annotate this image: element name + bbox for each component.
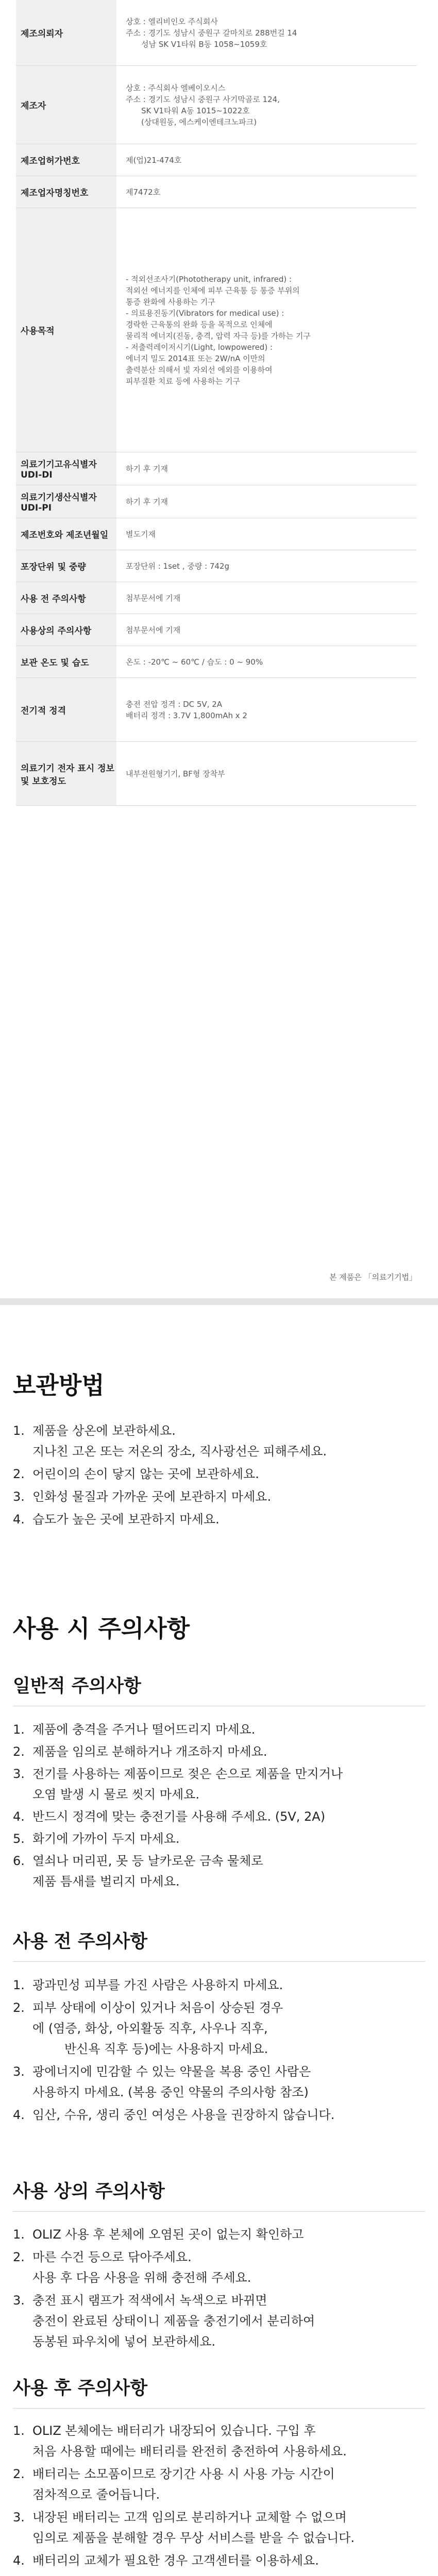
general-caution-list	[13, 1719, 425, 1893]
list-item	[13, 1719, 425, 1740]
spec-value	[116, 485, 417, 518]
list-number: 3.	[13, 1489, 25, 1504]
list-number: 4.	[13, 1809, 25, 1824]
list-item	[13, 1997, 425, 2059]
spec-label: 제조의뢰자	[16, 0, 116, 65]
spec-row	[16, 208, 417, 452]
list-item	[13, 2290, 425, 2352]
spec-table	[16, 0, 417, 806]
list-number: 4.	[13, 2108, 25, 2122]
spec-value-line: 출력분산 의해서 빛 자외선 에외를 이용하여	[126, 365, 273, 375]
list-item	[13, 1741, 425, 1762]
spec-value-line: 내부전원형기기, BF형 장착부	[126, 769, 225, 778]
spec-row	[16, 614, 417, 646]
spec-value	[116, 208, 417, 452]
list-number: 1.	[13, 1978, 25, 1992]
spec-value	[116, 582, 417, 614]
spec-label: 제조번호와 제조년월일	[16, 518, 116, 550]
list-line: 처음 사용할 때에는 배터리를 완전히 충전하여 사용하세요.	[32, 2444, 347, 2459]
list-line: 제품에 충격을 주거나 떨어뜨리지 마세요.	[32, 1722, 256, 1737]
spec-label: 포장단위 및 중량	[16, 550, 116, 582]
spec-row	[16, 646, 417, 678]
list-number: 6.	[13, 1854, 25, 1868]
list-line: 충전이 완료된 상태이니 제품을 충전기에서 분리하여	[32, 2314, 315, 2328]
list-line: 배터리의 교체가 필요한 경우 고객센터를 이용하세요.	[32, 2553, 319, 2568]
list-line: 화기에 가까이 두지 마세요.	[32, 1832, 180, 1846]
spec-value-line: - 의료용진동기(Vibrators for medical use) :	[126, 308, 284, 318]
spec-value-line: 온도 : -20℃ ~ 60℃ / 습도 : 0 ~ 90%	[126, 657, 263, 667]
spec-value-line: 상호 : 주식회사 엘베이오시스	[126, 83, 226, 93]
storage-list	[13, 1420, 425, 1532]
list-line: 사용하지 마세요. (복용 중인 약물의 주의사항 참조)	[32, 2085, 309, 2099]
list-line: 습도가 높은 곳에 보관하지 마세요.	[32, 1512, 220, 1527]
spec-row	[16, 485, 417, 518]
spec-value-line: 배터리 정격 : 3.7V 1,800mAh x 2	[126, 710, 247, 720]
list-line: 임의로 제품을 분해할 경우 무상 서비스를 받을 수 없습니다.	[32, 2531, 355, 2545]
spec-label: 제조자	[16, 66, 116, 144]
list-line: 반드시 정격에 맞는 충전기를 사용해 주세요. (5V, 2A)	[32, 1809, 326, 1824]
spec-label: 의료기기 전자 표시 정보 및 보호정도	[16, 742, 116, 805]
spec-row	[16, 518, 417, 550]
divider	[13, 1961, 425, 1962]
list-item	[13, 2247, 425, 2288]
list-line: 전기를 사용하는 제품이므로 젖은 손으로 제품을 만지거나	[32, 1767, 343, 1781]
spec-value	[116, 550, 417, 582]
list-line: 제품을 임의로 분해하거나 개조하지 마세요.	[32, 1744, 267, 1759]
spec-value	[116, 678, 417, 741]
spec-value-line: (상대원동, 에스케이엔테크노파크)	[141, 117, 257, 127]
list-line: 제품을 상온에 보관하세요.	[32, 1423, 176, 1438]
list-item	[13, 1975, 425, 1995]
list-line: 제품 틈새를 벌리지 마세요.	[32, 1874, 180, 1889]
spec-value	[116, 742, 417, 805]
spec-value	[116, 176, 417, 208]
spec-label: 전기적 정격	[16, 678, 116, 741]
during-caution-title: 사용 상의 주의사항	[13, 2181, 165, 2202]
list-item	[13, 2464, 425, 2505]
spec-label: 사용상의 주의사항	[16, 614, 116, 646]
spec-value-line: 충전 전압 정격 : DC 5V, 2A	[126, 699, 223, 709]
spec-value-line: 하기 후 기재	[126, 497, 168, 506]
list-number: 1.	[13, 2424, 25, 2438]
section-divider-band	[0, 1298, 438, 1305]
spec-label: 의료기기생산식별자 UDI-PI	[16, 485, 116, 518]
spec-value-line: 피부질환 치료 등에 사용하는 기구	[126, 376, 240, 386]
list-line: 피부 상태에 이상이 있거나 처음이 상승된 경우	[32, 2001, 283, 2015]
list-line: 지나친 고온 또는 저온의 장소, 직사광선은 피해주세요.	[32, 1444, 327, 1459]
spec-value-line: - 적외선조사기(Phototherapy unit, infrared) :	[126, 274, 292, 284]
spec-row	[16, 550, 417, 582]
list-number: 1.	[13, 2227, 25, 2242]
list-item	[13, 1420, 425, 1462]
spec-value	[116, 66, 417, 144]
list-line: 광과민성 피부를 가진 사람은 사용하지 마세요.	[32, 1978, 283, 1992]
list-item	[13, 2573, 425, 2576]
list-line: 오염 발생 시 물로 씻지 마세요.	[32, 1787, 199, 1802]
list-line: 점차적으로 줄어듭니다.	[32, 2487, 160, 2502]
spec-value-line: 주소 : 경기도 성남시 중원구 갈마치로 288번길 14	[126, 28, 297, 38]
list-number: 2.	[13, 1467, 25, 1481]
list-number: 1.	[13, 1722, 25, 1737]
spec-row	[16, 452, 417, 485]
spec-label: 사용 전 주의사항	[16, 582, 116, 614]
spec-value	[116, 518, 417, 550]
list-line: OLIZ 본체에는 배터리가 내장되어 있습니다. 구입 후	[32, 2424, 316, 2438]
divider	[13, 2408, 425, 2409]
spec-value-line: 첨부문서에 기재	[126, 625, 181, 635]
list-number: 3.	[13, 1767, 25, 1781]
spec-label: 제조업허가번호	[16, 144, 116, 176]
list-number: 3.	[13, 2064, 25, 2079]
spec-value-line: 제(업)21-474호	[126, 155, 182, 165]
list-item	[13, 1828, 425, 1849]
list-line: 사용 후 다음 사용을 위해 충전해 주세요.	[32, 2270, 251, 2285]
spec-value-line: 성남 SK V1타워 B동 1058~1059호	[141, 39, 267, 49]
during-caution-list	[13, 2224, 425, 2354]
list-line: 반신욕 직후 등)에는 사용하지 마세요.	[64, 2042, 268, 2056]
spec-value-line: 포장단위 : 1set , 중량 : 742g	[126, 561, 230, 571]
list-line: 임산, 수유, 생리 중인 여성은 사용을 권장하지 않습니다.	[32, 2108, 335, 2122]
list-line: 마른 수건 등으로 닦아주세요.	[32, 2250, 192, 2264]
spec-label: 의료기기고유식별자 UDI-DI	[16, 452, 116, 485]
divider	[13, 2211, 425, 2212]
caution-title: 사용 시 주의사항	[13, 1615, 190, 1642]
list-line: 에 (염증, 화상, 아외활동 직후, 사우나 직후,	[32, 2021, 268, 2036]
spec-label: 사용목적	[16, 208, 116, 452]
list-line: 어린이의 손이 닿지 않는 곳에 보관하세요.	[32, 1467, 259, 1481]
after-caution-list	[13, 2420, 425, 2576]
spec-value	[116, 646, 417, 677]
list-line: 광에너지에 민감할 수 있는 약물을 복용 중인 사람은	[32, 2064, 311, 2079]
general-caution-title: 일반적 주의사항	[13, 1676, 141, 1697]
spec-value-line: 상호 : 엘리비인오 주식회사	[126, 16, 218, 26]
list-item	[13, 2105, 425, 2125]
spec-row	[16, 66, 417, 144]
spec-row	[16, 678, 417, 742]
list-line: 내장된 배터리는 고객 임의로 분리하거나 교체할 수 없으며	[32, 2510, 347, 2524]
list-item	[13, 1509, 425, 1530]
spec-value-line: 첨부문서에 기재	[126, 593, 181, 603]
spec-row	[16, 742, 417, 806]
before-caution-list	[13, 1975, 425, 2127]
info-sections	[0, 1305, 438, 2576]
spec-value-line: 제7472호	[126, 187, 161, 197]
spec-value-line: 통증 완화에 사용하는 기구	[126, 297, 215, 307]
list-number: 2.	[13, 1744, 25, 1759]
spec-row	[16, 582, 417, 614]
spec-value-line: 하기 후 기재	[126, 464, 168, 473]
list-number: 2.	[13, 2001, 25, 2015]
spec-value	[116, 452, 417, 485]
spec-value-line: 별도기재	[126, 529, 156, 539]
list-line: 열쇠나 머리핀, 못 등 날카로운 금속 물체로	[32, 1854, 263, 1868]
list-line: OLIZ 사용 후 본체에 오염된 곳이 없는지 확인하고	[32, 2227, 304, 2242]
list-item	[13, 2224, 425, 2245]
list-number: 3.	[13, 2510, 25, 2524]
list-number: 4.	[13, 1512, 25, 1527]
storage-title: 보관방법	[13, 1371, 105, 1399]
list-item	[13, 1806, 425, 1827]
spec-value	[116, 0, 417, 65]
list-number: 5.	[13, 1832, 25, 1846]
list-item	[13, 2550, 425, 2571]
list-number: 4.	[13, 2553, 25, 2568]
list-line: 동봉된 파우치에 넣어 보관하세요.	[32, 2334, 216, 2349]
spec-row	[16, 176, 417, 208]
spec-value	[116, 614, 417, 646]
list-line	[32, 2573, 425, 2576]
list-number: 3.	[13, 2293, 25, 2308]
before-caution-title: 사용 전 주의사항	[13, 1931, 148, 1952]
list-item	[13, 2420, 425, 2462]
list-number: 2.	[13, 2250, 25, 2264]
list-line: 충전 표시 램프가 적색에서 녹색으로 바뀌면	[32, 2293, 267, 2308]
spec-value-line: - 저출력레이저시기(Light, lowpowered) :	[126, 342, 273, 352]
list-item	[13, 1764, 425, 1805]
spec-value-line: 물리적 에너지(진동, 충격, 압력 자극 등)를 가하는 기구	[126, 331, 311, 341]
spec-label: 제조업자명칭번호	[16, 176, 116, 208]
spec-value-line: 적외선 에너지를 인체에 피부 근육통 등 통증 부위의	[126, 285, 300, 295]
spec-value-line: SK Ⅴ1타워 A동 1015~1022호	[141, 106, 250, 115]
list-number: 2.	[13, 2467, 25, 2481]
list-number	[13, 2573, 32, 2576]
list-item	[13, 2061, 425, 2103]
spec-footnote: 본 제품은 「의료기기법」	[329, 1273, 417, 1282]
spec-value-line: 경락한 근육통의 완화 등을 목적으로 인체에	[126, 319, 273, 329]
spec-value	[116, 144, 417, 176]
spec-value-line: 에너지 밀도 2014표 또는 2W/nA 이만의	[126, 353, 265, 363]
spec-row	[16, 144, 417, 176]
spec-label: 보관 온도 및 습도	[16, 646, 116, 677]
list-item	[13, 1851, 425, 1892]
list-item	[13, 1486, 425, 1507]
list-line: 배터리는 소모품이므로 장기간 사용 시 사용 가능 시간이	[32, 2467, 335, 2481]
list-number: 1.	[13, 1423, 25, 1438]
list-item	[13, 2507, 425, 2548]
after-caution-title: 사용 후 주의사항	[13, 2378, 148, 2399]
spec-value-line: 주소 : 경기도 성남시 중원구 사기막골로 124,	[126, 94, 280, 104]
list-line: 인화성 물질과 가까운 곳에 보관하지 마세요.	[32, 1489, 272, 1504]
list-item	[13, 1464, 425, 1484]
spec-row	[16, 0, 417, 66]
